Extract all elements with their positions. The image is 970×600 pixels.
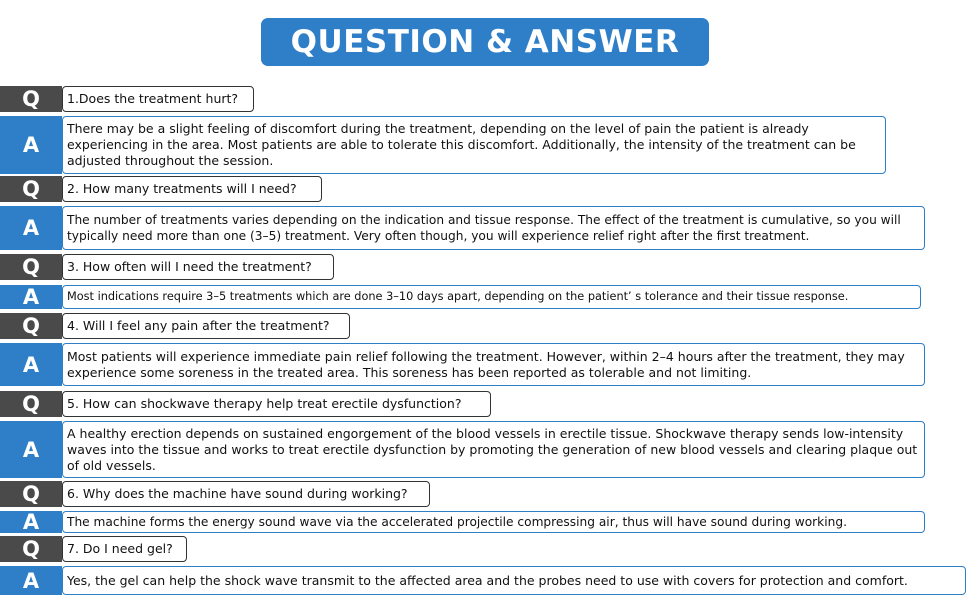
question-label: Q [0,536,62,562]
question-1: 1.Does the treatment hurt? [62,86,254,112]
answer-label: A [0,421,62,478]
question-label: Q [0,391,62,417]
question-5: 5. How can shockwave therapy help treat erectile dysfunction? [62,391,491,417]
answer-label: A [0,566,62,595]
answer-5: A healthy erection depends on sustained engorgement of the blood vessels in erectile tissue. Shockwave therapy sends low-intensity waves into the tissue and works to treat erectile dysfunction by promoting the generation of new blood vessels and clearing plaque out of old vessels. [62,421,925,478]
question-2: 2. How many treatments will I need? [62,176,322,202]
answer-label: A [0,343,62,386]
answer-4: Most patients will experience immediate pain relief following the treatment. However, within 2–4 hours after the treatment, they may experience some soreness in the treated area. This soreness has been reported as tolerable and not limiting. [62,343,925,386]
answer-label: A [0,206,62,250]
question-7: 7. Do I need gel? [62,536,187,562]
answer-7: Yes, the gel can help the shock wave transmit to the affected area and the probes need to use with covers for protection and comfort. [62,566,966,595]
question-label: Q [0,254,62,280]
question-6: 6. Why does the machine have sound during working? [62,481,430,507]
answer-label: A [0,116,62,174]
answer-6: The machine forms the energy sound wave via the accelerated projectile compressing air, thus will have sound during working. [62,511,925,533]
question-4: 4. Will I feel any pain after the treatment? [62,313,350,339]
answer-2: The number of treatments varies depending on the indication and tissue response. The effect of the treatment is cumulative, so you will typically need more than one (3–5) treatment. Very often though, you will experience relief right after the first treatment. [62,206,925,250]
answer-3: Most indications require 3–5 treatments which are done 3–10 days apart, depending on the patient’ s tolerance and their tissue response. [62,285,921,309]
page-title: QUESTION & ANSWER [261,18,709,66]
question-label: Q [0,86,62,112]
question-label: Q [0,481,62,507]
question-label: Q [0,313,62,339]
question-3: 3. How often will I need the treatment? [62,254,334,280]
answer-label: A [0,511,62,533]
question-label: Q [0,176,62,202]
answer-1: There may be a slight feeling of discomfort during the treatment, depending on the level of pain the patient is already experiencing in the area. Most patients are able to tolerate this discomfort. Additionally, the intensity of the treatment can be adjusted throughout the session. [62,116,886,174]
answer-label: A [0,285,62,309]
